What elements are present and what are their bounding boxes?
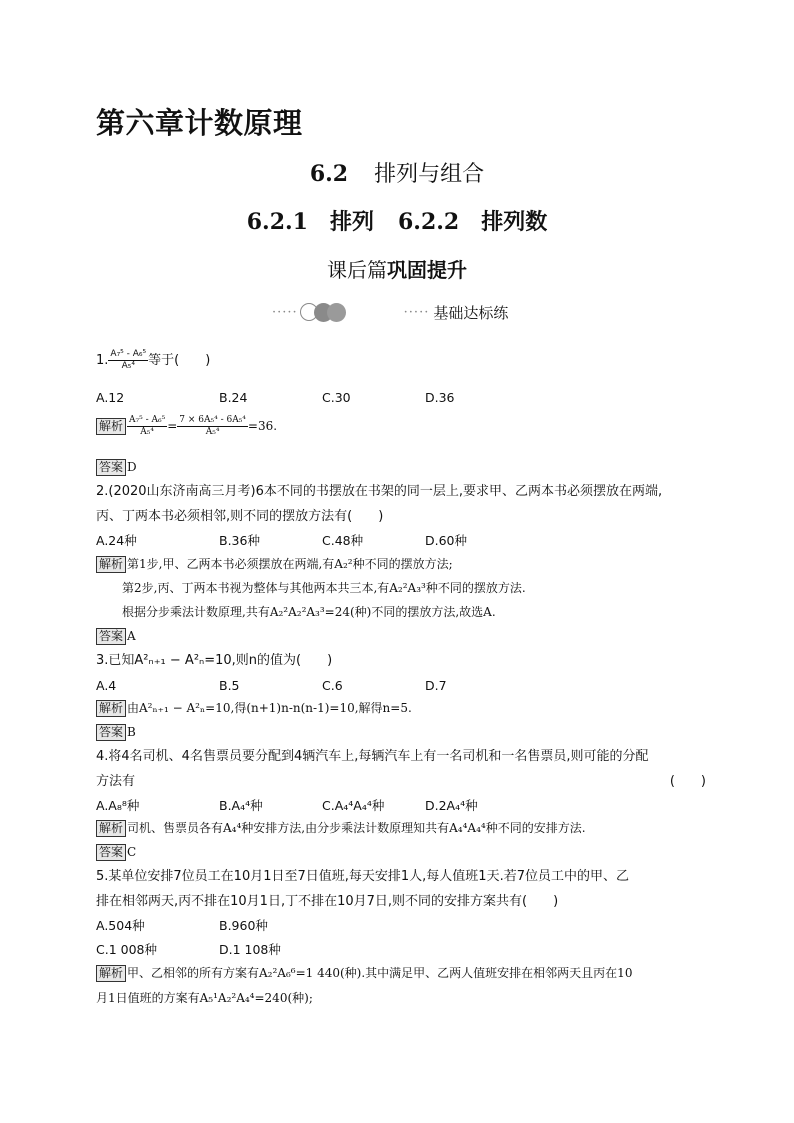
option-c: C.30	[322, 390, 351, 405]
analysis-line-2: 月1日值班的方案有A₅¹A₂²A₄⁴=240(种);	[96, 991, 313, 1005]
question-5-line-2: 排在相邻两天,丙不排在10月1日,丁不排在10月7日,则不同的安排方案共有( )	[96, 894, 559, 909]
analysis-text: 由A²ₙ₊₁ − A²ₙ=10,得(n+1)n-n(n-1)=10,解得n=5.	[127, 701, 412, 715]
question-2	[96, 483, 706, 500]
q2-answer	[96, 628, 706, 645]
question-stem: 等于( )	[148, 353, 211, 368]
equals-sign: =	[167, 419, 178, 433]
question-stem-line-1: 将4名司机、4名售票员要分配到4辆汽车上,每辆汽车上有一名司机和一名售票员,则可能的分配	[108, 749, 649, 764]
fraction-numerator: A₇⁵ - A₆⁵	[129, 415, 166, 425]
answer-value: B	[127, 725, 136, 739]
option-a: A.12	[96, 390, 125, 405]
option-d: D.36	[425, 390, 455, 405]
option-b: B.24	[219, 390, 248, 405]
question-number: 1.	[96, 353, 109, 368]
answer-value: D	[127, 460, 137, 474]
fraction-denominator: A₅⁴	[121, 361, 135, 371]
question-number: 4.	[96, 749, 109, 764]
fraction	[108, 349, 148, 372]
subsection-b: 6.2.2 排列数	[398, 209, 548, 235]
option-b: B.36种	[219, 533, 260, 548]
question-stem-line-1: 某单位安排7位员工在10月1日至7日值班,每天安排1人,每人值班1天.若7位员工中的甲、乙	[108, 869, 629, 884]
analysis-line-2: 第2步,丙、丁两本书视为整体与其他两本共三本,有A₂²A₃³种不同的摆放方法.	[122, 581, 526, 595]
answer-tag: 答案	[96, 844, 126, 861]
result-text: =36.	[247, 419, 278, 433]
fraction	[177, 415, 248, 438]
q4-answer	[96, 844, 706, 861]
option-d: D.7	[425, 678, 447, 693]
q3-answer	[96, 724, 706, 741]
option-b: B.A₄⁴种	[219, 798, 263, 813]
question-stem: 已知A²ₙ₊₁ − A²ₙ=10,则n的值为( )	[108, 653, 333, 668]
exercise-heading-bold: 巩固提升	[387, 258, 467, 282]
answer-paren: ( )	[669, 774, 706, 789]
question-2-line-2: 丙、丁两本书必须相邻,则不同的摆放方法有( )	[96, 509, 384, 524]
section-number: 6.2	[309, 161, 349, 187]
analysis-line-1: 第1步,甲、乙两本书必须摆放在两端,有A₂²种不同的摆放方法;	[127, 557, 453, 571]
option-d: D.1 108种	[219, 942, 281, 957]
option-b: B.5	[219, 678, 240, 693]
question-number: 5.	[96, 869, 109, 884]
fraction-numerator: A₇⁵ - A₆⁵	[110, 349, 147, 359]
answer-value: A	[127, 629, 136, 643]
q1-analysis	[96, 415, 706, 438]
option-c: C.6	[322, 678, 343, 693]
section-title: 排列与组合	[374, 162, 485, 187]
option-a: A.A₈⁸种	[96, 798, 140, 813]
option-d: D.60种	[425, 533, 468, 548]
exercise-heading-plain: 课后篇	[327, 258, 387, 282]
chapter-title: 第六章计数原理	[96, 106, 303, 140]
q3-analysis	[96, 700, 706, 717]
subsection-a: 6.2.1 排列	[246, 209, 374, 235]
level-divider	[272, 298, 508, 326]
question-4	[96, 748, 706, 765]
subsection-heading	[0, 205, 794, 236]
q5-analysis	[96, 965, 706, 982]
question-1	[96, 349, 706, 372]
question-number: 3.	[96, 653, 109, 668]
analysis-line-1: 甲、乙相邻的所有方案有A₂²A₆⁶=1 440(种).其中满足甲、乙两人值班安排在相邻两天且丙在10	[127, 966, 633, 980]
analysis-line-3: 根据分步乘法计数原理,共有A₂²A₂²A₃³=24(种)不同的摆放方法,故选A.	[122, 605, 496, 619]
option-c: C.1 008种	[96, 942, 157, 957]
section-heading	[0, 157, 794, 188]
analysis-tag: 解析	[96, 418, 126, 435]
q1-answer	[96, 459, 706, 476]
analysis-text: 司机、售票员各有A₄⁴种安排方法,由分步乘法计数原理知共有A₄⁴A₄⁴种不同的安排方法.	[127, 821, 586, 835]
divider-dots-left: ·····	[272, 304, 298, 320]
answer-tag: 答案	[96, 459, 126, 476]
answer-tag: 答案	[96, 628, 126, 645]
fraction-denominator: A₅⁴	[140, 427, 154, 437]
fraction-denominator: A₅⁴	[205, 427, 220, 437]
answer-value: C	[127, 845, 137, 859]
analysis-tag: 解析	[96, 820, 126, 837]
question-3	[96, 652, 706, 669]
option-c: C.48种	[322, 533, 364, 548]
option-a: A.504种	[96, 918, 145, 933]
option-c: C.A₄⁴A₄⁴种	[322, 798, 385, 813]
analysis-tag: 解析	[96, 556, 126, 573]
question-number: 2.	[96, 484, 109, 499]
option-a: A.4	[96, 678, 117, 693]
answer-tag: 答案	[96, 724, 126, 741]
exercise-heading	[0, 254, 794, 283]
fraction-numerator: 7 × 6A₅⁴ - 6A₅⁴	[179, 415, 246, 425]
analysis-tag: 解析	[96, 700, 126, 717]
divider-dots-right: ·····	[403, 304, 430, 320]
question-stem-line-1: (2020山东济南高三月考)6本不同的书摆放在书架的同一层上,要求甲、乙两本书必须摆放在两端,	[108, 484, 663, 499]
q2-analysis	[96, 556, 706, 573]
option-d: D.2A₄⁴种	[425, 798, 478, 813]
q4-analysis	[96, 820, 706, 837]
question-5	[96, 868, 706, 885]
analysis-tag: 解析	[96, 965, 126, 982]
divider-label: 基础达标练	[433, 303, 509, 322]
fraction	[127, 415, 167, 438]
question-stem-line-2: 方法有	[96, 774, 136, 789]
question-4-line-2	[96, 773, 706, 790]
divider-circle-icon-2	[327, 303, 346, 322]
option-a: A.24种	[96, 533, 137, 548]
option-b: B.960种	[219, 918, 268, 933]
